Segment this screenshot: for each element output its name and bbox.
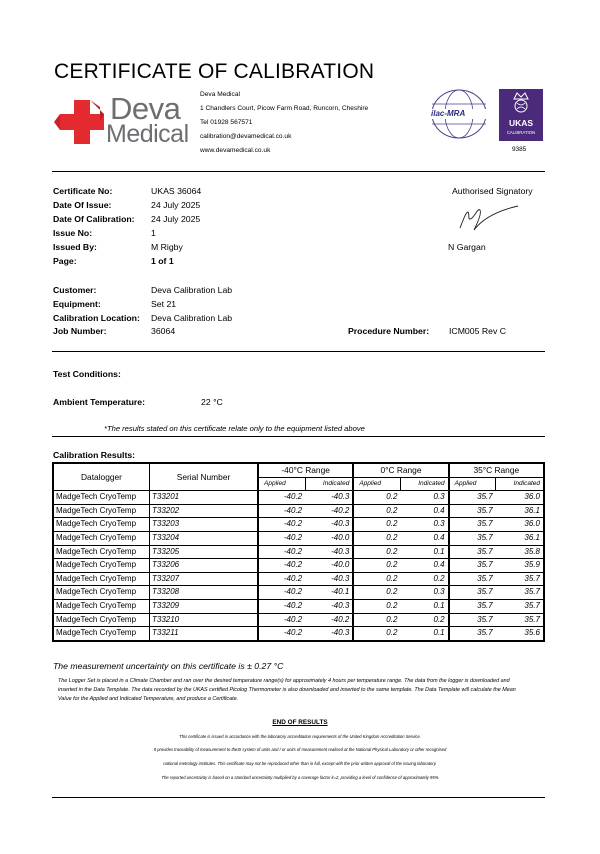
- results-disclaimer: *The results stated on this certificate relate only to the equipment listed above: [104, 424, 365, 433]
- serial-number-cell: T33202: [150, 504, 259, 518]
- datalogger-cell: MadgeTech CryoTemp: [53, 545, 150, 559]
- table-row: [53, 572, 544, 586]
- column-header-range-0: 0°C Range: [353, 463, 448, 477]
- company-address-block: [200, 88, 368, 158]
- serial-number-cell: T33206: [150, 559, 259, 573]
- column-header-range-35: 35°C Range: [449, 463, 544, 477]
- datalogger-cell: MadgeTech CryoTemp: [53, 559, 150, 573]
- footer-line: This certificate is issued in accordance with the laboratory accreditation requirements of the United Kingdom Accreditation Service.: [179, 734, 421, 739]
- test-conditions-heading: Test Conditions:: [53, 369, 121, 379]
- divider: [52, 351, 545, 352]
- deva-medical-logo: [54, 91, 194, 150]
- company-name: Deva Medical: [200, 91, 240, 98]
- calibration-location-label: Calibration Location:: [53, 313, 140, 323]
- crown-icon: [499, 89, 543, 115]
- indicated-value-cell: 0.1: [400, 545, 448, 559]
- table-row: [53, 599, 544, 613]
- indicated-value-cell: -40.2: [305, 613, 353, 627]
- indicated-value-cell: -40.0: [305, 531, 353, 545]
- applied-value-cell: 0.2: [353, 518, 400, 532]
- column-header-range-minus40: -40°C Range: [258, 463, 353, 477]
- indicated-value-cell: 0.3: [400, 491, 448, 505]
- company-address: 1 Chandlers Court, Picow Farm Road, Runcorn, Cheshire: [200, 105, 369, 113]
- company-website: www.devamedical.co.uk: [200, 147, 271, 155]
- applied-value-cell: 0.2: [353, 491, 400, 505]
- method-note: The Logger Set is placed in a Climate Chamber and ran over the desired temperature range(s) for approximately 4 hours per temperature range. The data from the logger is downloaded and inserted in the Data Template. The data recorded by the UKAS certified Picolog Thermometer is also downloaded and inserted to the same template. The Data Template will calculate the Mean Value for the Applied and Indicated Temperature, and produce a Certificate.: [58, 678, 516, 702]
- datalogger-cell: MadgeTech CryoTemp: [53, 599, 150, 613]
- serial-number-cell: T33205: [150, 545, 259, 559]
- indicated-value-cell: 36.0: [496, 518, 544, 532]
- serial-number-cell: T33201: [150, 491, 259, 505]
- applied-value-cell: -40.2: [258, 599, 305, 613]
- table-row: [53, 627, 544, 641]
- applied-value-cell: -40.2: [258, 491, 305, 505]
- table-row: [53, 491, 544, 505]
- applied-header: Applied: [449, 477, 496, 491]
- applied-value-cell: -40.2: [258, 518, 305, 532]
- procedure-number-label: Procedure Number:: [348, 326, 430, 336]
- applied-value-cell: 35.7: [449, 504, 496, 518]
- indicated-value-cell: 0.3: [400, 586, 448, 600]
- indicated-value-cell: 0.3: [400, 518, 448, 532]
- applied-value-cell: -40.2: [258, 586, 305, 600]
- table-row: [53, 504, 544, 518]
- indicated-value-cell: -40.3: [305, 572, 353, 586]
- applied-value-cell: 0.2: [353, 545, 400, 559]
- table-row: [53, 531, 544, 545]
- applied-value-cell: -40.2: [258, 572, 305, 586]
- datalogger-cell: MadgeTech CryoTemp: [53, 586, 150, 600]
- datalogger-cell: MadgeTech CryoTemp: [53, 504, 150, 518]
- issue-no-label: Issue No:: [53, 228, 93, 238]
- date-of-calibration: 24 July 2025: [151, 214, 201, 224]
- indicated-value-cell: 35.7: [496, 599, 544, 613]
- indicated-value-cell: 0.2: [400, 613, 448, 627]
- applied-value-cell: 35.7: [449, 545, 496, 559]
- indicated-value-cell: 0.2: [400, 572, 448, 586]
- serial-number-cell: T33210: [150, 613, 259, 627]
- indicated-value-cell: 35.7: [496, 586, 544, 600]
- indicated-value-cell: 36.1: [496, 504, 544, 518]
- certificate-no: UKAS 36064: [151, 186, 202, 196]
- applied-header: Applied: [353, 477, 400, 491]
- applied-value-cell: 35.7: [449, 491, 496, 505]
- procedure-number: ICM005 Rev C: [449, 326, 506, 336]
- indicated-value-cell: 0.1: [400, 627, 448, 641]
- applied-value-cell: 0.2: [353, 586, 400, 600]
- indicated-value-cell: 0.4: [400, 504, 448, 518]
- applied-value-cell: -40.2: [258, 613, 305, 627]
- ambient-temperature: 22 °C: [201, 397, 223, 407]
- measurement-uncertainty: The measurement uncertainty on this certificate is ± 0.27 °C: [53, 661, 284, 671]
- applied-value-cell: 0.2: [353, 572, 400, 586]
- indicated-value-cell: 36.0: [496, 491, 544, 505]
- applied-value-cell: 35.7: [449, 559, 496, 573]
- applied-value-cell: 35.7: [449, 586, 496, 600]
- indicated-value-cell: 35.9: [496, 559, 544, 573]
- indicated-value-cell: -40.3: [305, 491, 353, 505]
- authorised-signatory-label: Authorised Signatory: [452, 186, 533, 196]
- applied-value-cell: 35.7: [449, 627, 496, 641]
- applied-value-cell: 0.2: [353, 559, 400, 573]
- datalogger-cell: MadgeTech CryoTemp: [53, 627, 150, 641]
- indicated-value-cell: 35.7: [496, 613, 544, 627]
- applied-value-cell: 0.2: [353, 627, 400, 641]
- applied-value-cell: -40.2: [258, 559, 305, 573]
- applied-value-cell: 35.7: [449, 572, 496, 586]
- table-row: [53, 586, 544, 600]
- divider: [52, 436, 545, 437]
- table-row: [53, 559, 544, 573]
- footer-line: national metrology institutes. This certificate may not be reproduced other than in full, except with the prior written approval of the issuing laboratory.: [163, 761, 437, 766]
- datalogger-cell: MadgeTech CryoTemp: [53, 613, 150, 627]
- date-of-issue-label: Date Of Issue:: [53, 200, 112, 210]
- certificate-no-label: Certificate No:: [53, 186, 113, 196]
- applied-value-cell: 0.2: [353, 531, 400, 545]
- serial-number-cell: T33211: [150, 627, 259, 641]
- page-number: 1 of 1: [151, 256, 174, 266]
- indicated-value-cell: 0.4: [400, 559, 448, 573]
- applied-value-cell: 35.7: [449, 531, 496, 545]
- indicated-value-cell: -40.3: [305, 518, 353, 532]
- applied-value-cell: -40.2: [258, 504, 305, 518]
- indicated-header: Indicated: [400, 477, 448, 491]
- page-title: CERTIFICATE OF CALIBRATION: [54, 60, 375, 83]
- job-number: 36064: [151, 326, 176, 336]
- footer-line: It provides traceability of measurement to theSI system of units and / or units of measurement realised at the National Physical Laboratory or other recognised: [153, 747, 447, 752]
- applied-value-cell: 0.2: [353, 504, 400, 518]
- column-header-datalogger: Datalogger: [53, 463, 150, 491]
- divider: [52, 797, 545, 798]
- indicated-header: Indicated: [496, 477, 544, 491]
- date-of-issue: 24 July 2025: [151, 200, 201, 210]
- issue-no: 1: [151, 228, 156, 238]
- serial-number-cell: T33209: [150, 599, 259, 613]
- serial-number-cell: T33207: [150, 572, 259, 586]
- datalogger-cell: MadgeTech CryoTemp: [53, 531, 150, 545]
- applied-value-cell: 35.7: [449, 613, 496, 627]
- footer-line: The reported uncertainty is based on a standard uncertainty multiplied by a coverage factor k=2, providing a level of confidence of approximately 95%: [161, 775, 439, 780]
- equipment-label: Equipment:: [53, 299, 101, 309]
- divider: [52, 171, 545, 172]
- serial-number-cell: T33203: [150, 518, 259, 532]
- applied-value-cell: 0.2: [353, 613, 400, 627]
- indicated-value-cell: -40.3: [305, 545, 353, 559]
- end-of-results: END OF RESULTS: [272, 719, 328, 726]
- indicated-value-cell: 0.4: [400, 531, 448, 545]
- ilac-mra-text: ilac-MRA: [431, 109, 466, 118]
- page-label: Page:: [53, 256, 77, 266]
- applied-value-cell: 35.7: [449, 518, 496, 532]
- calibration-location: Deva Calibration Lab: [151, 313, 233, 323]
- indicated-value-cell: 35.6: [496, 627, 544, 641]
- applied-value-cell: 35.7: [449, 599, 496, 613]
- column-header-serial-number: Serial Number: [150, 463, 259, 491]
- company-email: calibration@devamedical.co.uk: [200, 133, 292, 141]
- applied-header: Applied: [258, 477, 305, 491]
- serial-number-cell: T33208: [150, 586, 259, 600]
- calibration-results-heading: Calibration Results:: [53, 450, 136, 460]
- ilac-mra-logo: [429, 88, 489, 140]
- indicated-value-cell: 35.7: [496, 572, 544, 586]
- indicated-value-cell: -40.1: [305, 586, 353, 600]
- company-tel: Tel 01928 567571: [200, 119, 253, 127]
- indicated-value-cell: -40.3: [305, 599, 353, 613]
- datalogger-cell: MadgeTech CryoTemp: [53, 518, 150, 532]
- serial-number-cell: T33204: [150, 531, 259, 545]
- equipment: Set 21: [151, 299, 177, 309]
- indicated-value-cell: 35.8: [496, 545, 544, 559]
- indicated-value-cell: -40.3: [305, 627, 353, 641]
- ukas-calibration-text: CALIBRATION: [506, 130, 536, 135]
- indicated-header: Indicated: [305, 477, 353, 491]
- datalogger-cell: MadgeTech CryoTemp: [53, 572, 150, 586]
- issued-by-label: Issued By:: [53, 242, 97, 252]
- signatory-name: N Gargan: [448, 242, 486, 252]
- indicated-value-cell: -40.2: [305, 504, 353, 518]
- issued-by: M Rigby: [151, 242, 183, 252]
- applied-value-cell: -40.2: [258, 545, 305, 559]
- indicated-value-cell: 36.1: [496, 531, 544, 545]
- table-row: [53, 545, 544, 559]
- table-row: [53, 613, 544, 627]
- calibration-results-table: [52, 462, 545, 642]
- datalogger-cell: MadgeTech CryoTemp: [53, 491, 150, 505]
- applied-value-cell: 0.2: [353, 599, 400, 613]
- table-row: [53, 518, 544, 532]
- indicated-value-cell: 0.1: [400, 599, 448, 613]
- signature-icon: [452, 200, 524, 234]
- applied-value-cell: -40.2: [258, 627, 305, 641]
- logo-word-medical: Medical: [106, 120, 189, 148]
- ukas-logo: [499, 89, 543, 141]
- ukas-text: UKAS: [508, 118, 534, 128]
- ukas-lab-number: 9385: [512, 146, 527, 153]
- ambient-temperature-label: Ambient Temperature:: [53, 397, 146, 407]
- logo-word-deva: Deva: [110, 91, 181, 126]
- applied-value-cell: -40.2: [258, 531, 305, 545]
- indicated-value-cell: -40.0: [305, 559, 353, 573]
- customer-label: Customer:: [53, 285, 97, 295]
- job-number-label: Job Number:: [53, 326, 107, 336]
- customer: Deva Calibration Lab: [151, 285, 233, 295]
- date-of-calibration-label: Date Of Calibration:: [53, 214, 135, 224]
